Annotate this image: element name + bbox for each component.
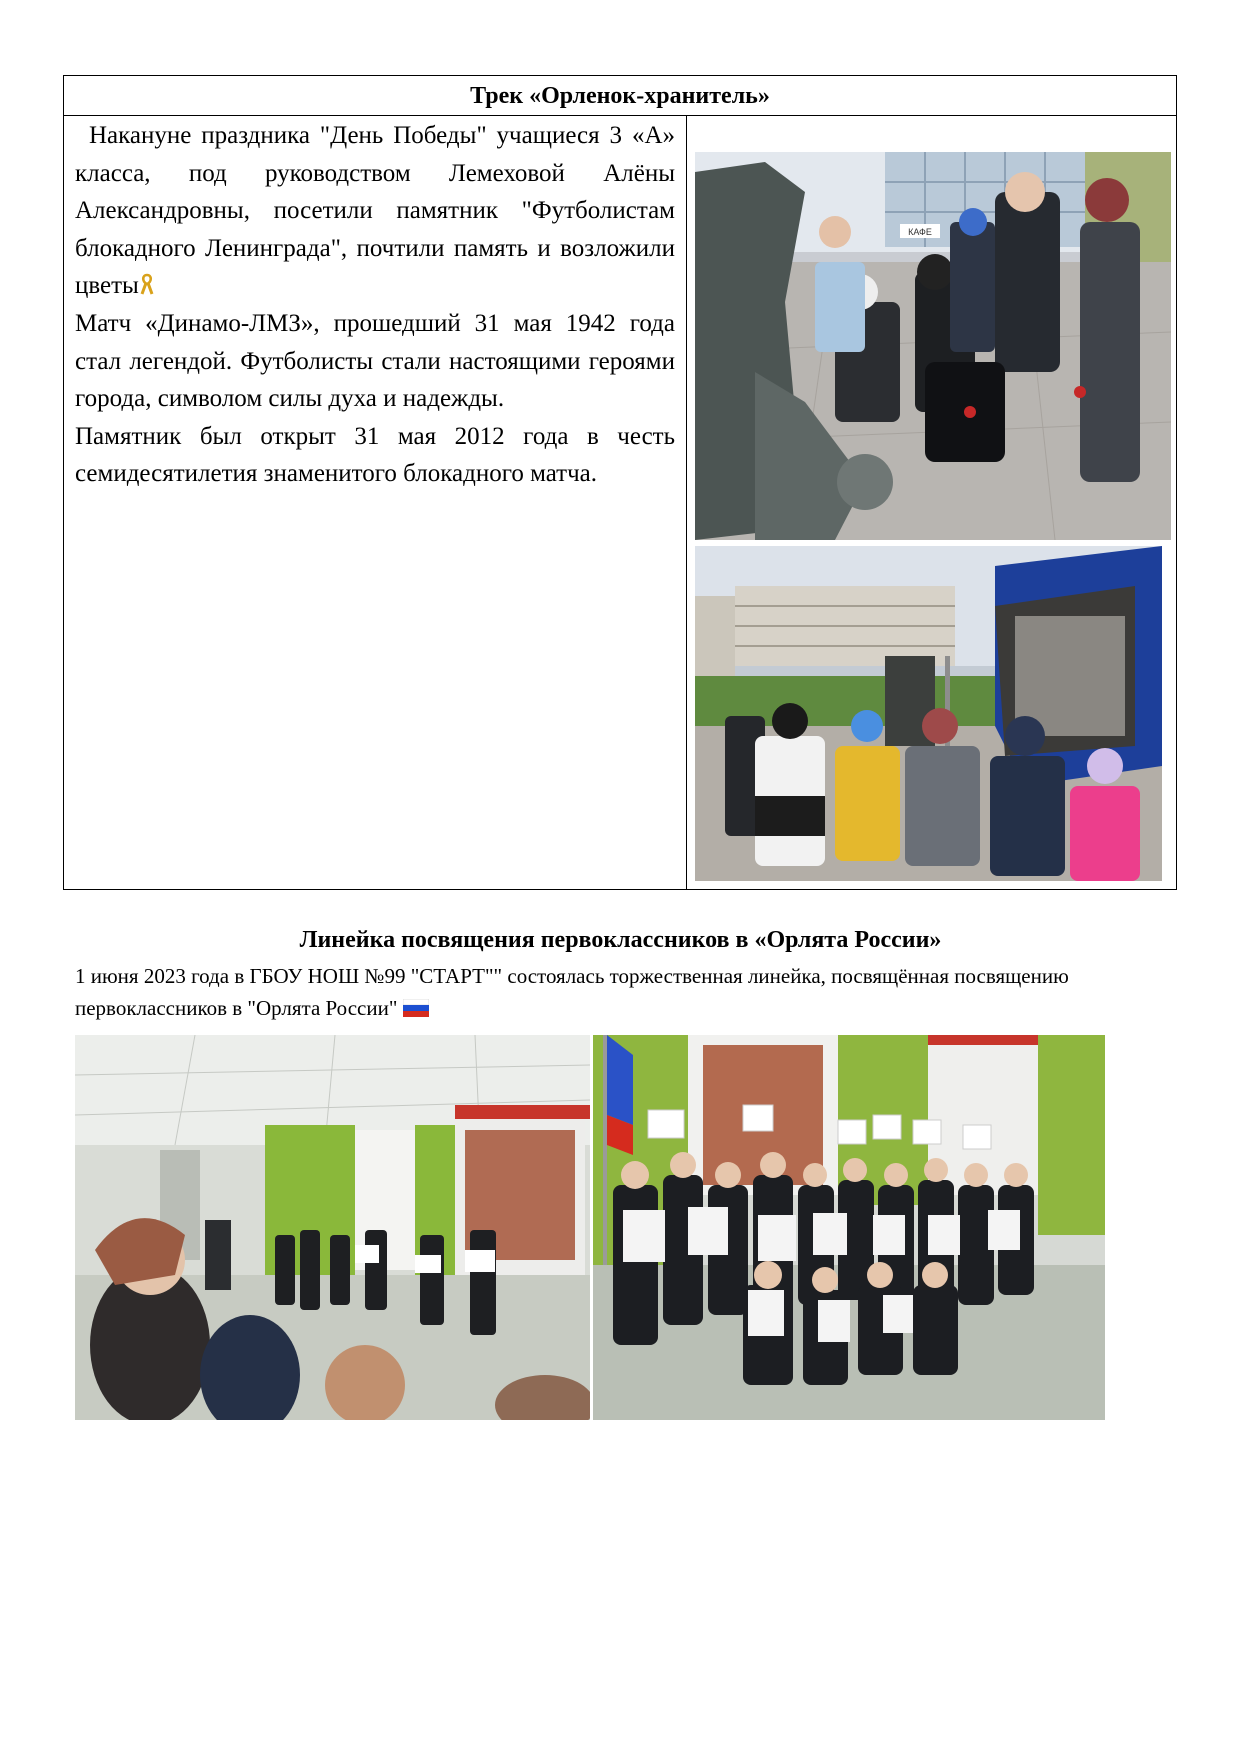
initiation-description: [75, 960, 1155, 1024]
table-column-divider: [686, 116, 687, 889]
track-paragraph-3: Памятник был открыт 31 мая 2012 года в честь семидесятилетия знаменитого блокадного матча.: [75, 422, 675, 488]
cafe-sign: КАФЕ: [908, 227, 932, 237]
track-title: Трек «Орленок-хранитель»: [64, 76, 1176, 116]
track-paragraph-2: Матч «Динамо-ЛМЗ», прошедший 31 мая 1942 года стал легендой. Футболисты стали настоящими героями города, символом силы духа и надежды.: [75, 309, 675, 413]
initiation-title: Линейка посвящения первоклассников в «Орлята России»: [299, 927, 942, 953]
track-paragraph-1: [75, 117, 675, 305]
russian-flag-icon: [403, 999, 429, 1017]
st-george-ribbon-icon: [139, 273, 155, 295]
initiation-text: 1 июня 2023 года в ГБОУ НОШ №99 "СТАРТ"" состоялась торжественная линейка, посвящённая посвящению первоклассников в "Орлята России": [75, 964, 1069, 1020]
assembly-hall-photo: [75, 1035, 590, 1420]
monument-visit-photo: [695, 152, 1171, 540]
track-paragraph-1-text: Накануне праздника "День Победы" учащиеся 3 «А» класса, под руководством Лемеховой Алёны Александровны, посетили памятник "Футболистам блокадного Ленинграда", почтили память и возложили цветы: [75, 122, 675, 300]
dynamo-monument-group-photo: [695, 546, 1162, 881]
group-with-posters-photo: [593, 1035, 1105, 1420]
track-description: [75, 117, 675, 493]
track-table: [63, 75, 1177, 890]
